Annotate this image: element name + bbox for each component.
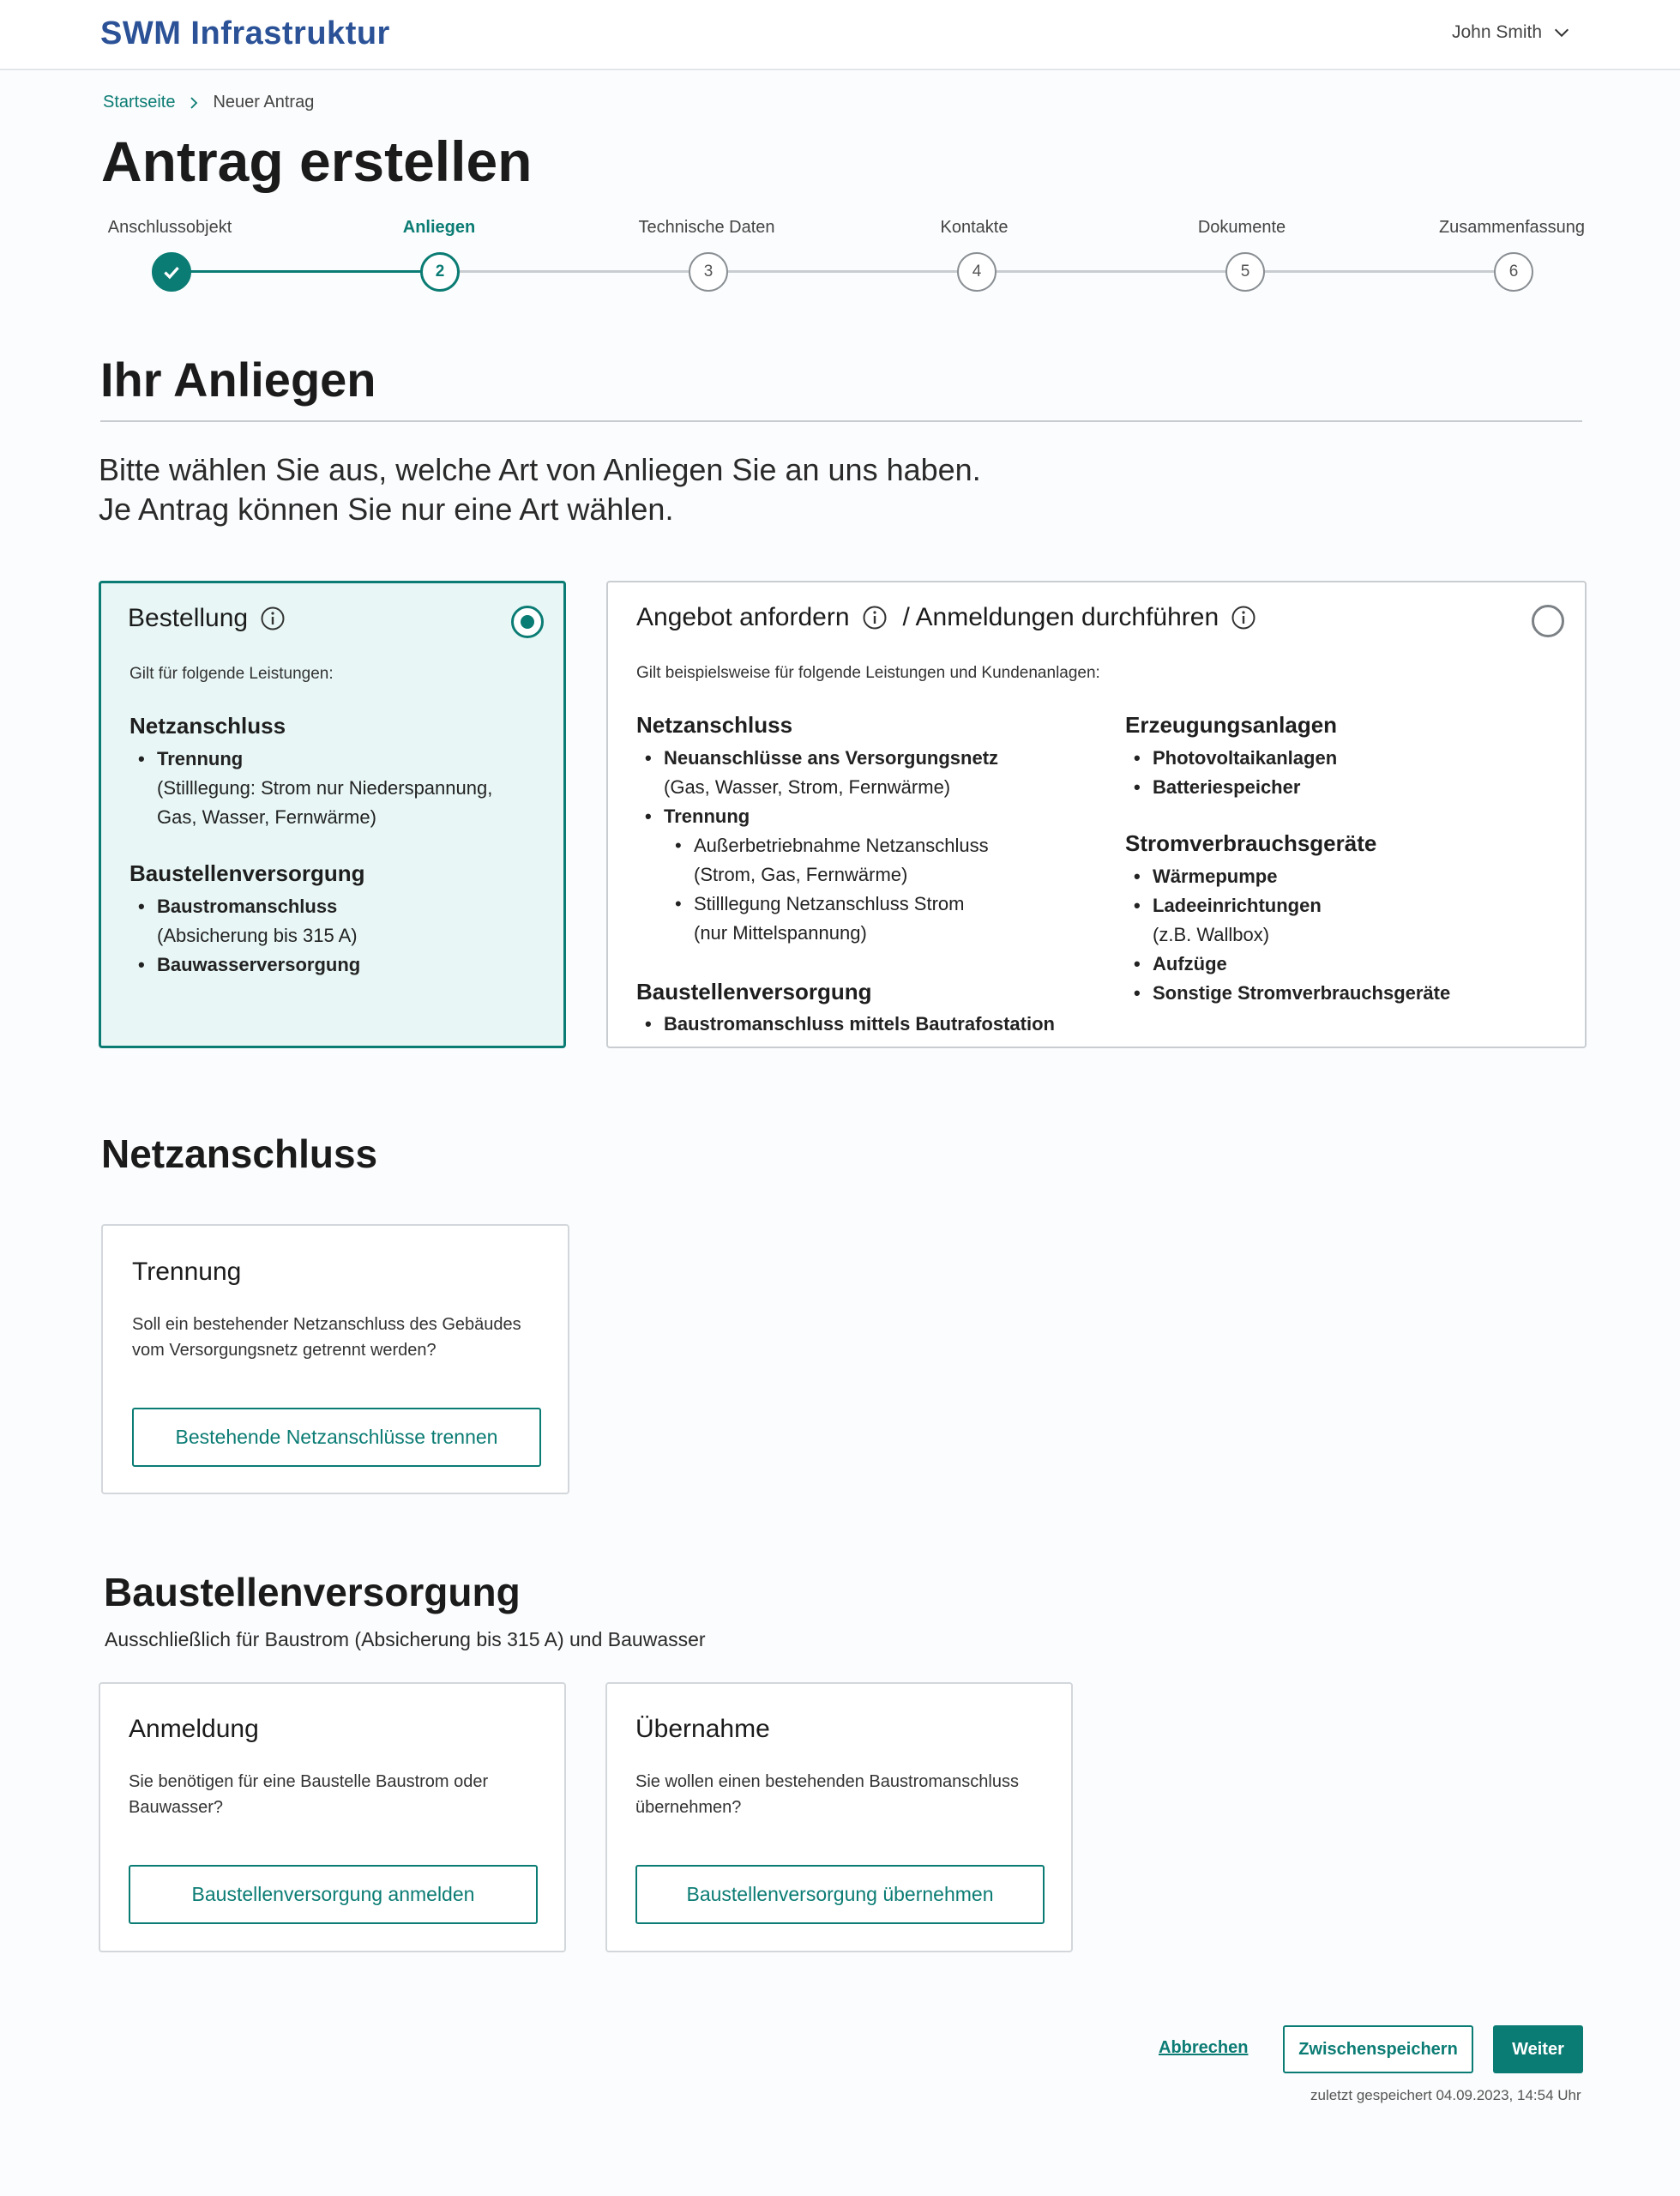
- trennung-card-description: Soll ein bestehender Netzanschluss des Gebäudes vom Versorgungsnetz getrennt werden?: [132, 1315, 521, 1360]
- uebernahme-card-description: Sie wollen einen bestehenden Baustromanschluss übernehmen?: [635, 1772, 1019, 1817]
- baustellenversorgung-title: Baustellenversorgung: [104, 1570, 521, 1614]
- list-item-detail: (Gas, Wasser, Strom, Fernwärme): [664, 776, 951, 798]
- option-angebot-subtitle: Gilt beispielsweise für folgende Leistungen und Kundenanlagen:: [636, 664, 1100, 682]
- list-item: • Batteriespeicher: [1134, 776, 1301, 798]
- anmeldung-card: [99, 1682, 566, 1952]
- step-label-anliegen: Anliegen: [402, 218, 476, 237]
- step-1-check-icon[interactable]: [152, 252, 191, 292]
- option-bestellung-subtitle: Gilt für folgende Leistungen:: [129, 665, 334, 683]
- intro-text-line-1: Bitte wählen Sie aus, welche Art von Anliegen Sie an uns haben.: [99, 452, 981, 487]
- option-card-angebot[interactable]: [606, 581, 1587, 1048]
- list-item-detail: (z.B. Wallbox): [1153, 924, 1270, 945]
- radio-bestellung[interactable]: [511, 606, 544, 638]
- group-title-baustellenversorgung: Baustellenversorgung: [636, 979, 872, 1004]
- option-bestellung-title: [128, 604, 286, 633]
- anmeldung-card-description: Sie benötigen für eine Baustelle Baustrom oder Bauwasser?: [129, 1772, 489, 1817]
- option-bestellung-title-text: Bestellung: [128, 604, 249, 632]
- option-angebot-title-part1: Angebot anfordern: [636, 603, 850, 631]
- list-subitem: • Außerbetriebnahme Netzanschluss: [675, 835, 989, 856]
- list-angebot-baustellenversorgung: [645, 1010, 1055, 1039]
- info-icon[interactable]: [1231, 605, 1256, 630]
- breadcrumb: [103, 93, 314, 112]
- user-menu[interactable]: [1452, 22, 1571, 43]
- uebernehmen-button[interactable]: Baustellenversorgung übernehmen: [635, 1865, 1045, 1924]
- list-item: • Wärmepumpe: [1134, 866, 1278, 887]
- top-header: [0, 0, 1680, 70]
- list-item-detail: (Strom, Gas, Fernwärme): [694, 864, 908, 885]
- list-item: • Baustromanschluss: [138, 896, 338, 917]
- info-icon[interactable]: [260, 606, 286, 631]
- radio-angebot[interactable]: [1532, 605, 1564, 637]
- option-angebot-title: [636, 603, 1256, 632]
- option-angebot-title-part2: / Anmeldungen durchführen: [902, 603, 1219, 631]
- baustellenversorgung-subtitle: Ausschließlich für Baustrom (Absicherung bis 315 A) und Bauwasser: [105, 1628, 706, 1650]
- step-3-circle: 3: [689, 252, 728, 292]
- option-card-bestellung[interactable]: [99, 581, 566, 1048]
- step-2-circle[interactable]: 2: [420, 252, 460, 292]
- list-erzeugungsanlagen: [1134, 744, 1337, 802]
- uebernahme-card-title: Übernahme: [635, 1715, 770, 1743]
- list-item-detail: Gas, Wasser, Fernwärme): [157, 806, 376, 828]
- section-title: Ihr Anliegen: [100, 353, 376, 407]
- step-5-circle: 5: [1225, 252, 1265, 292]
- group-title-netzanschluss: Netzanschluss: [129, 713, 286, 739]
- group-title-stromverbrauchsgeraete: Stromverbrauchsgeräte: [1125, 830, 1377, 856]
- stepper-line-1: [172, 270, 440, 273]
- group-title-erzeugungsanlagen: Erzeugungsanlagen: [1125, 712, 1338, 738]
- logo[interactable]: SWM Infrastruktur: [100, 15, 390, 51]
- list-item: • Photovoltaikanlagen: [1134, 747, 1338, 769]
- step-4-circle: 4: [957, 252, 997, 292]
- list-item-detail: (Stilllegung: Strom nur Niederspannung,: [157, 777, 493, 799]
- list-item-detail: (nur Mittelspannung): [694, 922, 867, 944]
- list-item: • Bauwasserversorgung: [138, 954, 361, 975]
- group-title-netzanschluss: Netzanschluss: [636, 712, 793, 738]
- save-draft-button[interactable]: Zwischenspeichern: [1283, 2025, 1473, 2073]
- list-angebot-netzanschluss: [645, 744, 998, 948]
- stepper-line-4: [977, 270, 1245, 273]
- page-title: Antrag erstellen: [101, 130, 533, 193]
- step-label-technische-daten: Technische Daten: [638, 218, 775, 237]
- breadcrumb-current: Neuer Antrag: [213, 93, 315, 112]
- user-name: John Smith: [1452, 22, 1543, 42]
- group-title-baustellenversorgung: Baustellenversorgung: [129, 860, 365, 886]
- list-stromverbrauchsgeraete: [1134, 862, 1450, 1008]
- list-item: • Baustromanschluss mittels Bautrafostation: [645, 1013, 1055, 1035]
- trennen-button[interactable]: Bestehende Netzanschlüsse trennen: [132, 1408, 541, 1467]
- netzanschluss-title: Netzanschluss: [101, 1131, 378, 1176]
- step-6-circle: 6: [1494, 252, 1533, 292]
- breadcrumb-home[interactable]: Startseite: [103, 93, 176, 112]
- info-icon[interactable]: [862, 605, 888, 630]
- trennung-card: [101, 1224, 569, 1494]
- list-item: • Trennung: [645, 805, 750, 827]
- stepper-line-3: [708, 270, 977, 273]
- list-baustellenversorgung: [138, 892, 360, 980]
- last-saved-note: zuletzt gespeichert 04.09.2023, 14:54 Uhr: [1310, 2087, 1581, 2103]
- next-button[interactable]: Weiter: [1493, 2025, 1583, 2073]
- step-label-anschlussobjekt: Anschlussobjekt: [107, 218, 232, 237]
- step-label-dokumente: Dokumente: [1197, 218, 1286, 237]
- cancel-link[interactable]: Abbrechen: [1159, 2038, 1249, 2057]
- section-divider: [100, 420, 1582, 422]
- step-label-kontakte: Kontakte: [940, 218, 1009, 237]
- list-item: • Sonstige Stromverbrauchsgeräte: [1134, 982, 1451, 1004]
- chevron-right-icon: [187, 96, 201, 110]
- list-item-detail: (Absicherung bis 315 A): [157, 925, 358, 946]
- anmeldung-card-title: Anmeldung: [129, 1715, 259, 1743]
- step-label-zusammenfassung: Zusammenfassung: [1438, 218, 1586, 237]
- list-netzanschluss: [138, 745, 492, 832]
- list-subitem: • Stilllegung Netzanschluss Strom: [675, 893, 965, 914]
- stepper-line-2: [440, 270, 708, 273]
- intro-text-line-2: Je Antrag können Sie nur eine Art wählen.: [99, 492, 674, 527]
- list-item: • Ladeeinrichtungen: [1134, 895, 1322, 916]
- anmelden-button[interactable]: Baustellenversorgung anmelden: [129, 1865, 538, 1924]
- chevron-down-icon: [1552, 23, 1571, 42]
- list-item: • Aufzüge: [1134, 953, 1227, 974]
- trennung-card-title: Trennung: [132, 1258, 242, 1286]
- uebernahme-card: [605, 1682, 1073, 1952]
- stepper-line-5: [1245, 270, 1514, 273]
- list-item: • Neuanschlüsse ans Versorgungsnetz: [645, 747, 999, 769]
- list-item: • Trennung: [138, 748, 244, 769]
